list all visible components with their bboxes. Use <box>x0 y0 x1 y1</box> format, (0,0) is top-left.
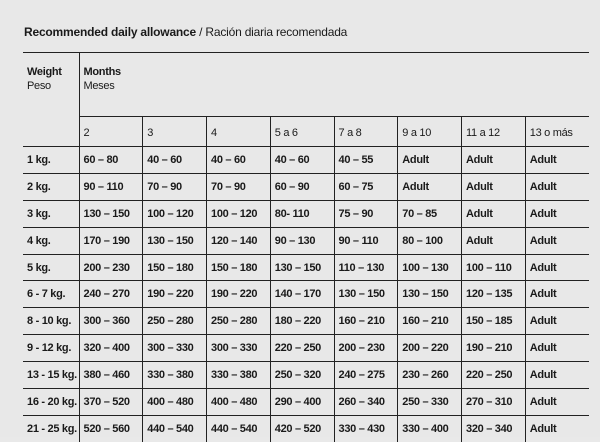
allowance-cell: 200 – 230 <box>79 254 143 281</box>
allowance-cell: 250 – 320 <box>270 362 334 389</box>
month-header-cell: 9 a 10 <box>398 117 462 147</box>
months-header-english: Months <box>83 66 121 78</box>
allowance-cell: 40 – 60 <box>143 147 207 174</box>
allowance-cell: 150 – 185 <box>462 308 526 335</box>
table-row <box>23 200 589 227</box>
table-title <box>24 25 347 39</box>
allowance-cell: 190 – 210 <box>462 335 526 362</box>
allowance-cell: 150 – 180 <box>143 254 207 281</box>
allowance-cell: 130 – 150 <box>334 281 398 308</box>
allowance-cell: 300 – 360 <box>79 308 143 335</box>
allowance-cell: 250 – 280 <box>207 308 271 335</box>
allowance-cell: 40 – 60 <box>207 147 271 174</box>
month-header-cell: 4 <box>207 117 271 147</box>
allowance-cell: 100 – 120 <box>207 200 271 227</box>
allowance-cell: 180 – 220 <box>270 308 334 335</box>
table-row <box>23 389 589 416</box>
allowance-cell: Adult <box>398 173 462 200</box>
table-row <box>23 415 589 441</box>
allowance-cell: 420 – 520 <box>270 415 334 441</box>
allowance-cell: 60 – 90 <box>270 173 334 200</box>
allowance-cell: 270 – 310 <box>462 389 526 416</box>
allowance-cell: 110 – 130 <box>334 254 398 281</box>
allowance-cell: 400 – 480 <box>207 389 271 416</box>
months-header-spanish: Meses <box>83 80 115 92</box>
month-header-cell: 2 <box>79 117 143 147</box>
allowance-cell: Adult <box>525 254 589 281</box>
table-row <box>23 335 589 362</box>
allowance-cell: 330 – 380 <box>207 362 271 389</box>
allowance-cell: 520 – 560 <box>79 415 143 441</box>
allowance-cell: 160 – 210 <box>398 308 462 335</box>
weight-cell: 9 - 12 kg. <box>23 335 79 362</box>
allowance-cell: 60 – 80 <box>79 147 143 174</box>
allowance-table <box>23 52 589 442</box>
allowance-cell: 440 – 540 <box>207 415 271 441</box>
weight-cell: 3 kg. <box>23 200 79 227</box>
months-row <box>23 117 589 147</box>
weight-cell: 21 - 25 kg. <box>23 415 79 441</box>
month-header-cell: 5 a 6 <box>270 117 334 147</box>
month-header-cell: 7 a 8 <box>334 117 398 147</box>
allowance-cell: Adult <box>525 335 589 362</box>
allowance-cell: 160 – 210 <box>334 308 398 335</box>
allowance-cell: 120 – 135 <box>462 281 526 308</box>
month-header-cell: 13 o más <box>525 117 589 147</box>
table-row <box>23 147 589 174</box>
allowance-cell: 200 – 230 <box>334 335 398 362</box>
months-header <box>79 53 589 117</box>
allowance-cell: 100 – 130 <box>398 254 462 281</box>
allowance-cell: 40 – 55 <box>334 147 398 174</box>
allowance-cell: 400 – 480 <box>143 389 207 416</box>
allowance-cell: 300 – 330 <box>207 335 271 362</box>
allowance-cell: 330 – 380 <box>143 362 207 389</box>
allowance-cell: 260 – 340 <box>334 389 398 416</box>
allowance-cell: 150 – 180 <box>207 254 271 281</box>
allowance-cell: 230 – 260 <box>398 362 462 389</box>
table-row <box>23 173 589 200</box>
allowance-cell: Adult <box>462 147 526 174</box>
allowance-cell: 440 – 540 <box>143 415 207 441</box>
allowance-cell: Adult <box>525 362 589 389</box>
allowance-cell: 190 – 220 <box>207 281 271 308</box>
allowance-cell: Adult <box>525 415 589 441</box>
allowance-cell: 370 – 520 <box>79 389 143 416</box>
weight-header <box>23 53 79 147</box>
allowance-cell: 70 – 90 <box>143 173 207 200</box>
allowance-cell: 330 – 430 <box>334 415 398 441</box>
allowance-cell: Adult <box>525 227 589 254</box>
weight-cell: 13 - 15 kg. <box>23 362 79 389</box>
allowance-cell: Adult <box>398 147 462 174</box>
allowance-cell: Adult <box>525 147 589 174</box>
weight-cell: 16 - 20 kg. <box>23 389 79 416</box>
allowance-cell: Adult <box>462 173 526 200</box>
title-english: Recommended daily allowance <box>24 25 196 39</box>
allowance-cell: Adult <box>525 389 589 416</box>
weight-cell: 2 kg. <box>23 173 79 200</box>
allowance-cell: 90 – 130 <box>270 227 334 254</box>
allowance-cell: 120 – 140 <box>207 227 271 254</box>
weight-cell: 8 - 10 kg. <box>23 308 79 335</box>
month-header-cell: 3 <box>143 117 207 147</box>
allowance-cell: 380 – 460 <box>79 362 143 389</box>
allowance-cell: 90 – 110 <box>334 227 398 254</box>
allowance-cell: 80 – 100 <box>398 227 462 254</box>
allowance-cell: Adult <box>525 173 589 200</box>
allowance-cell: 320 – 400 <box>79 335 143 362</box>
title-spanish: Ración diaria recomendada <box>205 25 348 39</box>
weight-cell: 6 - 7 kg. <box>23 281 79 308</box>
weight-header-english: Weight <box>27 66 62 78</box>
allowance-cell: 40 – 60 <box>270 147 334 174</box>
allowance-cell: 290 – 400 <box>270 389 334 416</box>
table-row <box>23 362 589 389</box>
allowance-cell: 90 – 110 <box>79 173 143 200</box>
allowance-cell: 130 – 150 <box>270 254 334 281</box>
allowance-cell: Adult <box>525 200 589 227</box>
allowance-cell: 240 – 270 <box>79 281 143 308</box>
table-row <box>23 308 589 335</box>
weight-cell: 1 kg. <box>23 147 79 174</box>
allowance-cell: 200 – 220 <box>398 335 462 362</box>
allowance-cell: 75 – 90 <box>334 200 398 227</box>
allowance-cell: 130 – 150 <box>143 227 207 254</box>
weight-cell: 5 kg. <box>23 254 79 281</box>
allowance-cell: 130 – 150 <box>398 281 462 308</box>
allowance-cell: Adult <box>525 308 589 335</box>
allowance-cell: Adult <box>462 227 526 254</box>
allowance-cell: 140 – 170 <box>270 281 334 308</box>
allowance-cell: 320 – 340 <box>462 415 526 441</box>
allowance-cell: Adult <box>462 200 526 227</box>
allowance-cell: 100 – 120 <box>143 200 207 227</box>
allowance-cell: 220 – 250 <box>462 362 526 389</box>
month-header-cell: 11 a 12 <box>462 117 526 147</box>
allowance-cell: 300 – 330 <box>143 335 207 362</box>
allowance-cell: 70 – 85 <box>398 200 462 227</box>
allowance-cell: 190 – 220 <box>143 281 207 308</box>
allowance-cell: 250 – 330 <box>398 389 462 416</box>
table-row <box>23 227 589 254</box>
allowance-cell: 100 – 110 <box>462 254 526 281</box>
title-separator: / <box>196 25 206 39</box>
allowance-cell: 130 – 150 <box>79 200 143 227</box>
allowance-cell: Adult <box>525 281 589 308</box>
table-row <box>23 254 589 281</box>
allowance-cell: 250 – 280 <box>143 308 207 335</box>
allowance-cell: 70 – 90 <box>207 173 271 200</box>
table-row <box>23 281 589 308</box>
allowance-cell: 60 – 75 <box>334 173 398 200</box>
allowance-cell: 80- 110 <box>270 200 334 227</box>
weight-header-spanish: Peso <box>27 80 51 92</box>
allowance-cell: 220 – 250 <box>270 335 334 362</box>
table-body <box>23 147 589 442</box>
allowance-cell: 330 – 400 <box>398 415 462 441</box>
allowance-cell: 170 – 190 <box>79 227 143 254</box>
allowance-cell: 240 – 275 <box>334 362 398 389</box>
weight-cell: 4 kg. <box>23 227 79 254</box>
